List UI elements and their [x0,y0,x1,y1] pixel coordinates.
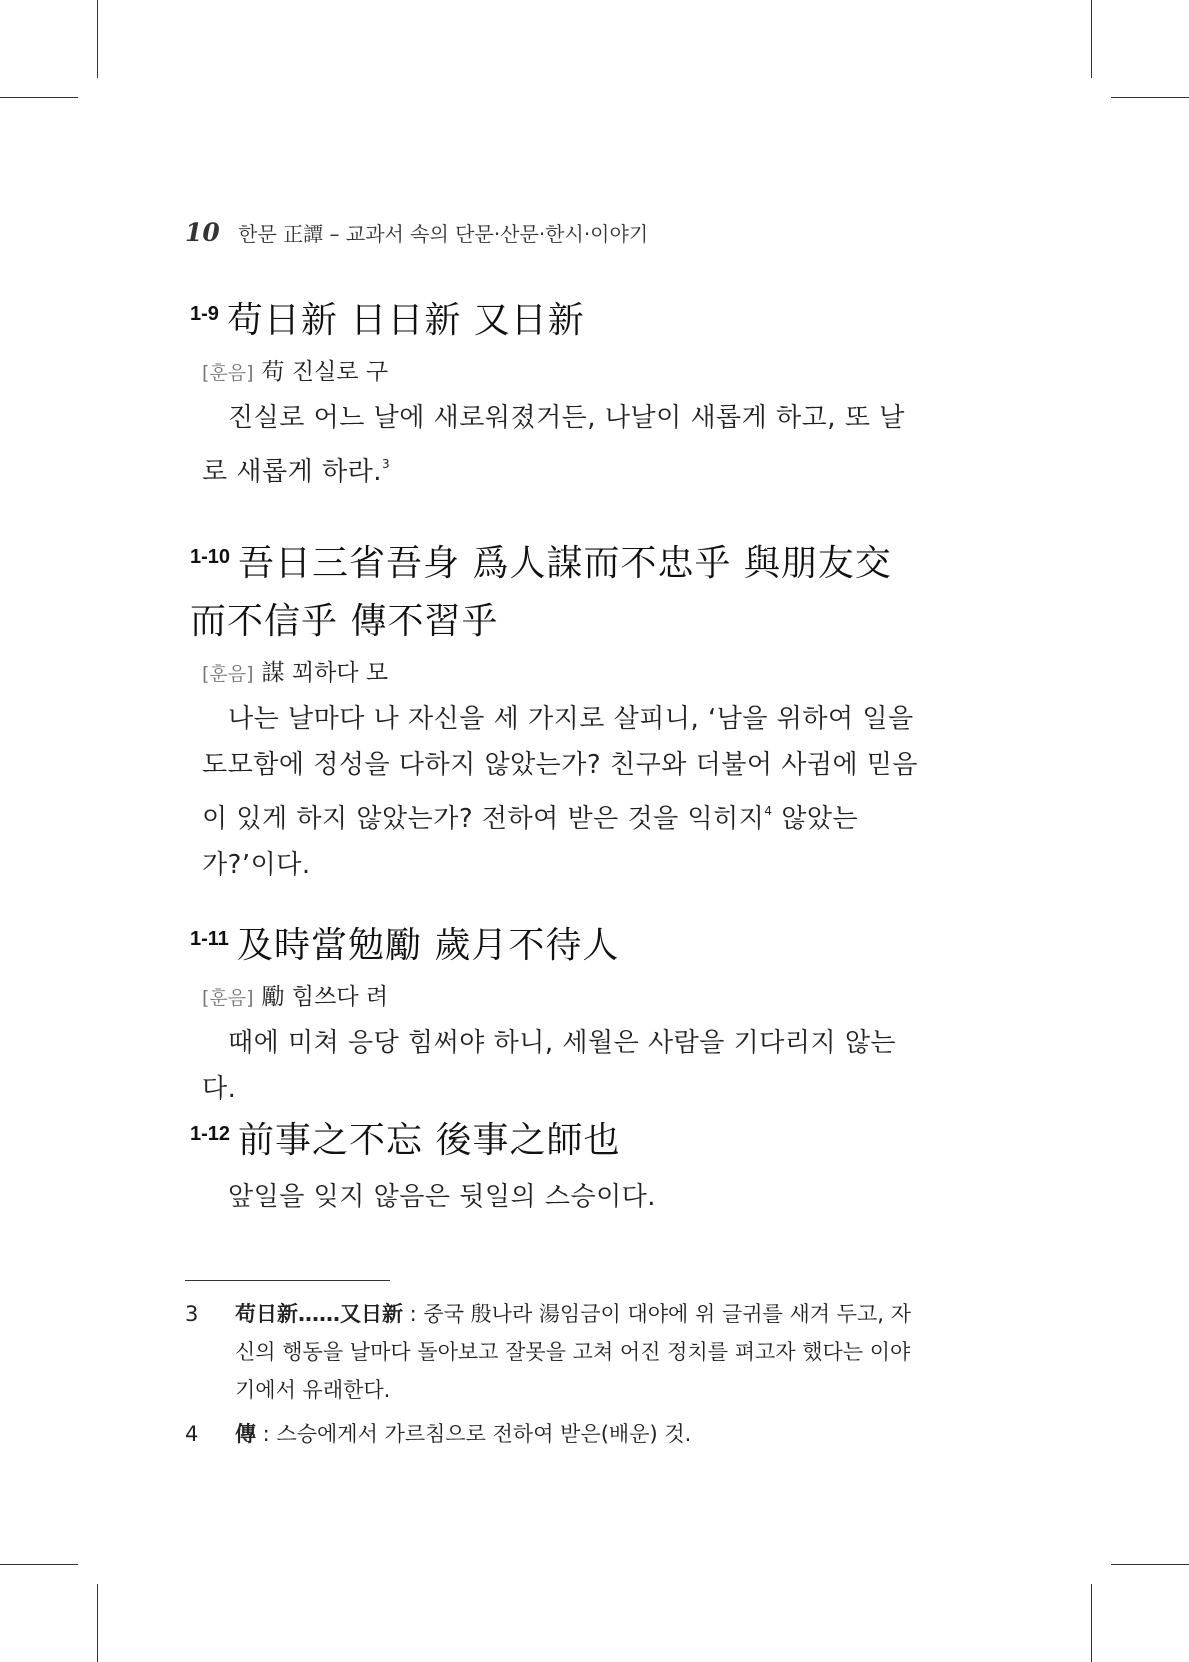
crop-mark [1111,1564,1189,1565]
footnote-term: 傳 [235,1422,256,1446]
footnote [185,1415,920,1453]
entry-number: 1-10 [190,546,231,568]
entry-1-12 [190,1105,920,1220]
gloss-line [202,979,920,1016]
translation-text: 앞일을 잊지 않음은 뒷일의 스승이다. [228,1182,657,1212]
crop-mark [1091,0,1092,78]
crop-mark [97,1584,98,1662]
footnote-number: 4 [185,1422,199,1446]
gloss-line [202,655,920,692]
footnote-ref: 3 [382,457,391,471]
entry-number: 1-12 [190,1123,231,1145]
gloss-tag: [훈음] [202,987,254,1009]
crop-mark [97,0,98,78]
footnote [185,1295,920,1409]
translation-text: 나는 날마다 나 자신을 세 가지로 살피니, ‘남을 위하여 일을 도모함에 정성을 다하지 않았는가? 친구와 더불어 사귐에 믿음이 있게 하지 않았는가? 전하여 받은 것을 익히지 [202,704,919,834]
entry-number: 1-9 [190,303,219,325]
footnote-divider [185,1280,390,1281]
running-header [185,218,648,247]
hanja-text: 吾日三省吾身 爲人謀而不忠乎 與朋友交而不信乎 傳不習乎 [190,543,892,642]
hanja-line [190,285,920,350]
hanja-line [190,1105,920,1170]
gloss-tag: [훈음] [202,663,254,685]
hanja-line [190,910,920,975]
footnote-term: 苟日新……又日新 [235,1302,403,1326]
footnote-text [235,1295,920,1409]
translation [202,1020,920,1112]
translation [202,1174,920,1220]
hanja-text: 前事之不忘 後事之師也 [238,1120,621,1161]
translation [202,696,920,888]
gloss-line [202,354,920,391]
translation [202,395,920,495]
crop-mark [0,1564,78,1565]
gloss-text: 謀 꾀하다 모 [261,660,389,686]
translation-text: 진실로 어느 날에 새로워졌거든, 나날이 새롭게 하고, 또 날로 새롭게 하라. [202,403,905,487]
gloss-text: 苟 진실로 구 [261,359,389,385]
gloss-text: 勵 힘쓰다 려 [261,984,389,1010]
entry-1-10 [190,528,920,888]
page-number: 10 [185,218,220,247]
footnote-ref: 4 [764,804,773,818]
translation-text: 때에 미쳐 응당 힘써야 하니, 세월은 사람을 기다리지 않는다. [202,1028,897,1104]
footnote-body: : 중국 殷나라 湯임금이 대야에 위 글귀를 새겨 두고, 자신의 행동을 날마다 돌아보고 잘못을 고쳐 어진 정치를 펴고자 했다는 이야기에서 유래한다. [235,1302,911,1402]
gloss-tag: [훈음] [202,362,254,384]
hanja-line [190,528,920,651]
translation-text-end: 않았는가?’이다. [202,804,859,880]
footnote-body: : 스승에게서 가르침으로 전하여 받은(배운) 것. [256,1422,692,1446]
hanja-text: 及時當勉勵 歲月不待人 [236,925,620,966]
footnote-number: 3 [185,1302,199,1326]
crop-mark [1111,97,1189,98]
entry-1-9 [190,285,920,495]
hanja-text: 苟日新 日日新 又日新 [226,300,585,341]
crop-mark [0,97,78,98]
crop-mark [1091,1584,1092,1662]
entry-1-11 [190,910,920,1112]
footnote-text [235,1415,920,1453]
entry-number: 1-11 [190,928,229,950]
book-title: 한문 正譚 – 교과서 속의 단문·산문·한시·이야기 [238,222,649,246]
